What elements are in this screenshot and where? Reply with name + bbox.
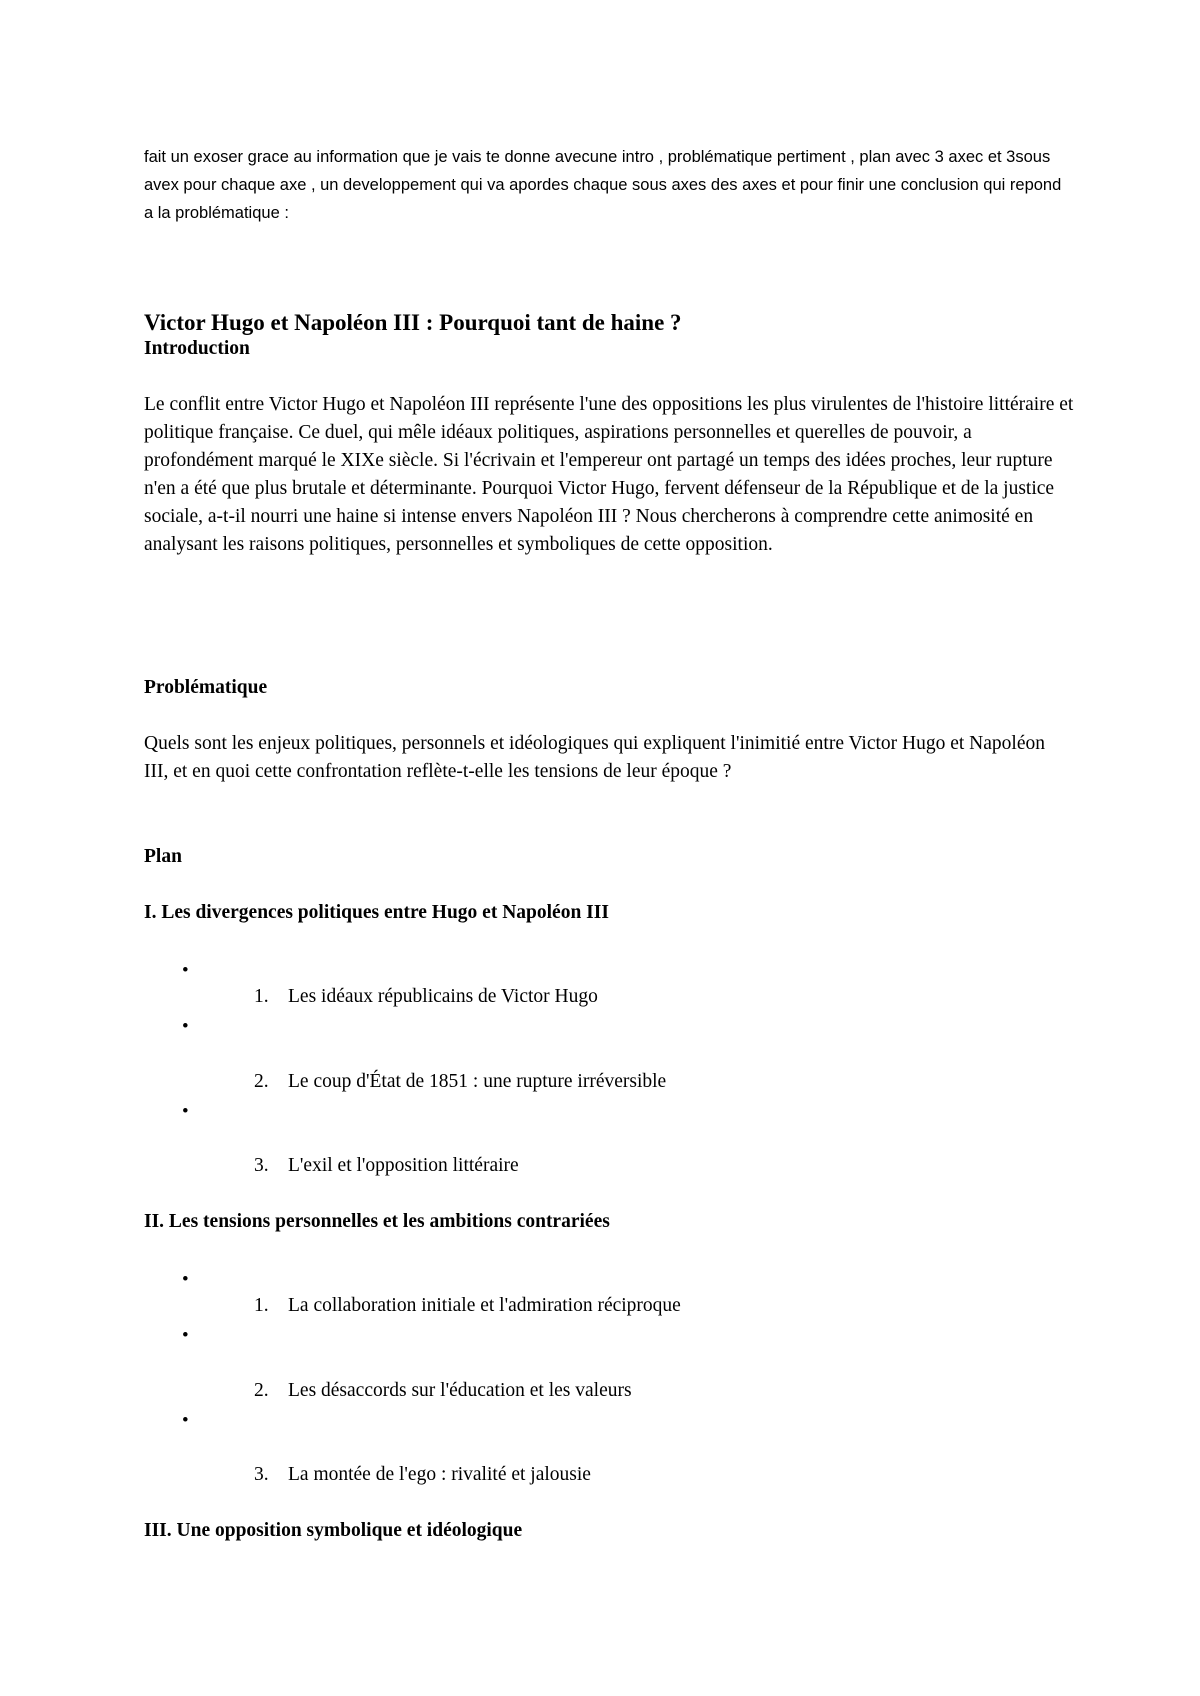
- prompt-text: fait un exoser grace au information que je vais te donne avecune intro , problématique pertiment , plan avec 3 axec et 3sous avex pour chaque axe , un developpement qui va apordes chaque sous axes des axes et pour finir une conclusion qui repond a la problématique :: [144, 148, 1062, 222]
- list-item: [254, 1377, 632, 1405]
- item-text: L'exil et l'opposition littéraire: [288, 1155, 519, 1176]
- list-item: [254, 983, 598, 1011]
- item-text: Le coup d'État de 1851 : une rupture irréversible: [288, 1071, 667, 1092]
- item-number: 3.: [254, 1464, 269, 1485]
- bullet-icon: •: [182, 1269, 189, 1290]
- item-text: La collaboration initiale et l'admiration réciproque: [288, 1295, 681, 1316]
- item-number: 1.: [254, 986, 269, 1007]
- document-title: Victor Hugo et Napoléon III : Pourquoi tant de haine ?: [144, 310, 682, 335]
- axis-3-title: III. Une opposition symbolique et idéologique: [144, 1520, 523, 1541]
- introduction-heading: Introduction: [144, 338, 250, 359]
- bullet-icon: •: [182, 1101, 189, 1122]
- problematique-heading: Problématique: [144, 677, 268, 698]
- axis-2-title: II. Les tensions personnelles et les ambitions contrariées: [144, 1211, 610, 1232]
- list-item: [254, 1068, 666, 1096]
- bullet-icon: •: [182, 1325, 189, 1346]
- list-item: [254, 1461, 591, 1489]
- introduction-text: Le conflit entre Victor Hugo et Napoléon III représente l'une des oppositions les plus virulentes de l'histoire littéraire et politique française. Ce duel, qui mêle idéaux politiques, aspirations personnelles et querelles de pouvoir, a profondément marqué le XIXe siècle. Si l'écrivain et l'empereur ont partagé un temps des idées proches, leur rupture n'en a été que plus brutale et déterminante. Pourquoi Victor Hugo, fervent défenseur de la République et de la justice sociale, a-t-il nourri une haine si intense envers Napoléon III ? Nous chercherons à comprendre cette animosité en analysant les raisons politiques, personnelles et symboliques de cette opposition.: [144, 394, 1074, 555]
- bullet-icon: •: [182, 960, 189, 981]
- item-number: 1.: [254, 1295, 269, 1316]
- item-number: 2.: [254, 1380, 269, 1401]
- list-item: [254, 1292, 681, 1320]
- bullet-icon: •: [182, 1016, 189, 1037]
- item-text: Les idéaux républicains de Victor Hugo: [288, 986, 598, 1007]
- item-number: 3.: [254, 1155, 269, 1176]
- plan-heading: Plan: [144, 846, 182, 867]
- list-item: [254, 1152, 519, 1180]
- item-text: Les désaccords sur l'éducation et les valeurs: [288, 1380, 632, 1401]
- item-number: 2.: [254, 1071, 269, 1092]
- problematique-text: Quels sont les enjeux politiques, personnels et idéologiques qui expliquent l'inimitié entre Victor Hugo et Napoléon III, et en quoi cette confrontation reflète-t-elle les tensions de leur époque ?: [144, 733, 1045, 782]
- item-text: La montée de l'ego : rivalité et jalousie: [288, 1464, 591, 1485]
- axis-1-title: I. Les divergences politiques entre Hugo et Napoléon III: [144, 902, 609, 923]
- bullet-icon: •: [182, 1410, 189, 1431]
